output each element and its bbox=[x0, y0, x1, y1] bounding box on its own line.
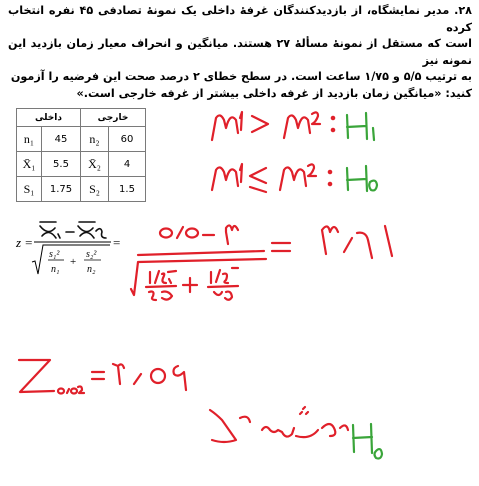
symbol-s2: S₂ bbox=[81, 177, 109, 202]
critical-value-handwriting bbox=[19, 360, 186, 394]
formula-n1: n₁ bbox=[51, 264, 60, 275]
conclusion-h0-label bbox=[353, 424, 382, 459]
hypothesis-h1 bbox=[212, 112, 334, 140]
value-n1: 45 bbox=[42, 127, 81, 152]
h1-label bbox=[347, 113, 374, 140]
symbol-n2: n₂ bbox=[81, 127, 109, 152]
value-n2: 60 bbox=[109, 127, 146, 152]
formula-equals: = bbox=[113, 235, 121, 250]
value-s1: 1.75 bbox=[42, 177, 81, 202]
substitution-handwriting bbox=[131, 225, 392, 300]
formula-n2: n₂ bbox=[87, 264, 96, 275]
symbol-n1: n₁ bbox=[17, 127, 42, 152]
header-inside: داخلی bbox=[17, 109, 81, 127]
formula-s2: s₂² bbox=[86, 249, 97, 260]
symbol-mean1: X̄₁ bbox=[17, 152, 42, 177]
value-mean1: 5.5 bbox=[42, 152, 81, 177]
formula-plus: + bbox=[70, 256, 77, 268]
numerator-handwriting bbox=[40, 222, 106, 238]
hypothesis-h0 bbox=[212, 164, 331, 192]
formula-s1: s₁² bbox=[49, 249, 60, 260]
formula-z: z = bbox=[16, 235, 34, 250]
problem-line-3: به ترتیب ۵/۵ و ۱/۷۵ ساعت است. در سطح خطای ۲ درصد صحت این فرضیه را آزمون bbox=[10, 70, 472, 84]
problem-line-1: ۲۸. مدیر نمایشگاه، از بازدیدکنندگان غرفهٔ داخلی یک نمونهٔ تصادفی ۴۵ نفره انتخاب کرده bbox=[8, 4, 473, 34]
h0-label bbox=[347, 166, 377, 191]
symbol-s1: S₁ bbox=[17, 177, 42, 202]
z-formula bbox=[15, 222, 120, 275]
value-s2: 1.5 bbox=[109, 177, 146, 202]
conclusion-handwriting bbox=[210, 407, 348, 442]
problem-line-2: است که مستقل از نمونهٔ مسألهٔ ۲۷ هستند. میانگین و انحراف معیار زمان بازدید این نمونه نیز bbox=[8, 37, 472, 67]
symbol-mean2: X̄₂ bbox=[81, 152, 109, 177]
problem-line-4: کنید: «میانگین زمان بازدید از غرفه داخلی بیشتر از غرفه خارجی است.» bbox=[76, 86, 472, 100]
header-outside: خارجی bbox=[81, 109, 146, 127]
value-mean2: 4 bbox=[109, 152, 146, 177]
